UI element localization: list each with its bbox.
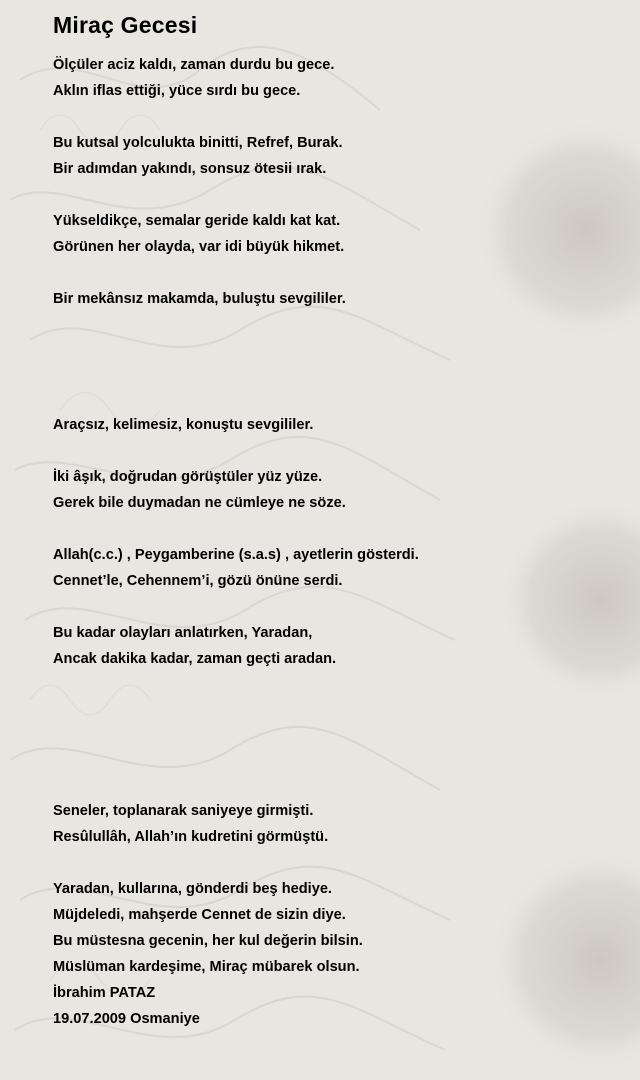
poem-line: İki âşık, doğrudan görüştüler yüz yüze. xyxy=(53,469,323,485)
poem-line: Ölçüler aciz kaldı, zaman durdu bu gece. xyxy=(53,57,335,73)
date-place: 19.07.2009 Osmaniye xyxy=(53,1011,200,1027)
poem-line: Bu müstesna gecenin, her kul değerin bilsin. xyxy=(53,933,363,949)
poem-line: Müslüman kardeşime, Miraç mübarek olsun. xyxy=(53,959,360,975)
poem-line: Allah(c.c.) , Peygamberine (s.a.s) , ayetlerin gösterdi. xyxy=(53,547,419,563)
poem-line: Görünen her olayda, var idi büyük hikmet. xyxy=(53,239,345,255)
poem-line: Resûlullâh, Allah’ın kudretini görmüştü. xyxy=(53,829,329,845)
poem-line: Seneler, toplanarak saniyeye girmişti. xyxy=(53,803,314,819)
poem-line: Ancak dakika kadar, zaman geçti aradan. xyxy=(53,651,337,667)
poem-line: Yaradan, kullarına, gönderdi beş hediye. xyxy=(53,881,332,897)
poem-line: Araçsız, kelimesiz, konuştu sevgililer. xyxy=(53,417,314,433)
poem-line: Cennet’le, Cehennem’i, gözü önüne serdi. xyxy=(53,573,343,589)
poem-line: Bir mekânsız makamda, buluştu sevgililer. xyxy=(53,291,346,307)
author-name: İbrahim PATAZ xyxy=(53,985,156,1001)
poem-line: Aklın iflas ettiği, yüce sırdı bu gece. xyxy=(53,83,301,99)
poem-line: Bu kadar olayları anlatırken, Yaradan, xyxy=(53,625,313,641)
poem-line: Müjdeledi, mahşerde Cennet de sizin diye. xyxy=(53,907,346,923)
poem-line: Gerek bile duymadan ne cümleye ne söze. xyxy=(53,495,346,511)
poem-line: Bir adımdan yakındı, sonsuz ötesii ırak. xyxy=(53,161,327,177)
poem-line: Bu kutsal yolculukta binitti, Refref, Burak. xyxy=(53,135,343,151)
poem-line: Yükseldikçe, semalar geride kaldı kat kat. xyxy=(53,213,341,229)
poem-title: Miraç Gecesi xyxy=(53,12,198,38)
